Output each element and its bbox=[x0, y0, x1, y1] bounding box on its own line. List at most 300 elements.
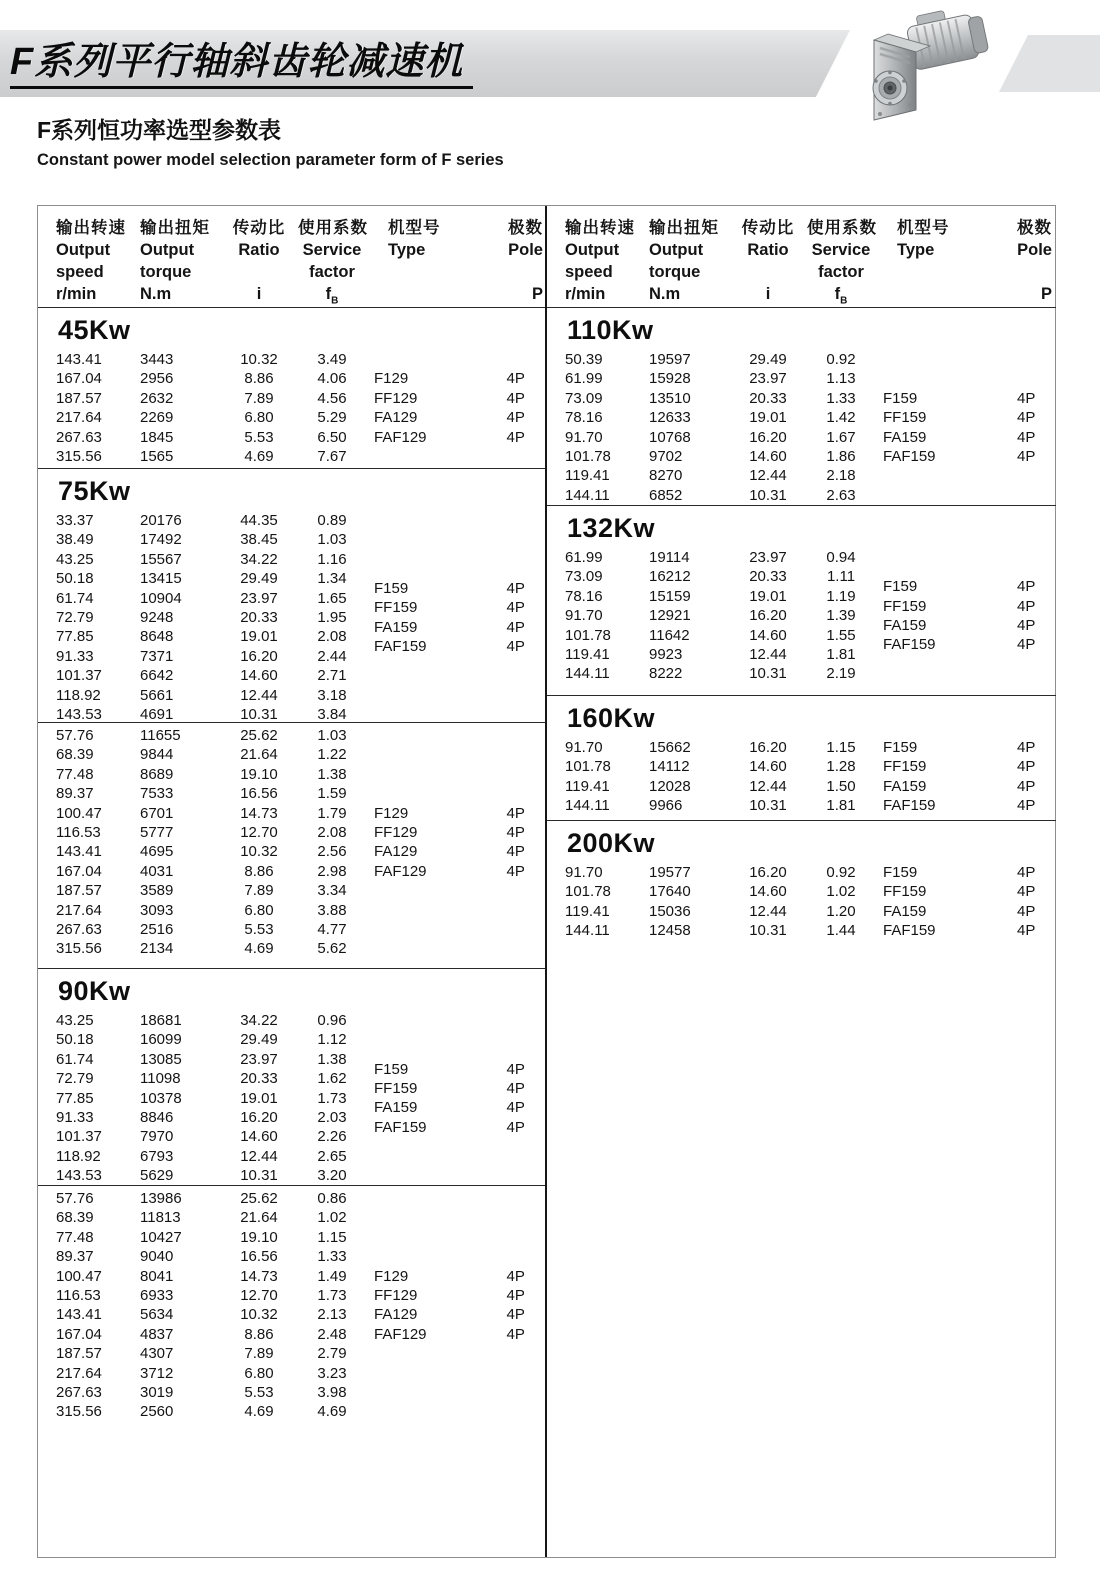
cell-ratio: 16.20 bbox=[749, 739, 787, 756]
cell-factor: 4.77 bbox=[317, 921, 347, 939]
cell-torque: 19577 bbox=[649, 864, 691, 881]
cell-ratio: 8.86 bbox=[244, 370, 274, 388]
table-left bbox=[38, 206, 547, 1557]
pole-label: 4P bbox=[506, 638, 525, 656]
cell-factor: 1.44 bbox=[826, 922, 856, 940]
cell-factor: 1.33 bbox=[826, 389, 856, 407]
cell-speed: 61.74 bbox=[56, 589, 94, 607]
cell-torque: 11655 bbox=[140, 727, 181, 744]
row-pad bbox=[38, 784, 56, 803]
cell-torque: 17640 bbox=[649, 883, 691, 901]
row-pad bbox=[547, 466, 565, 485]
cell-factor: 3.20 bbox=[317, 1167, 347, 1185]
cell-ratio: 12.44 bbox=[749, 467, 787, 485]
cell-ratio: 19.01 bbox=[240, 628, 278, 646]
row-pad bbox=[547, 389, 565, 408]
pole-label: 4P bbox=[1017, 409, 1036, 427]
cell-ratio: 7.89 bbox=[244, 882, 274, 900]
cell-speed: 38.49 bbox=[56, 531, 94, 549]
cell-torque: 6793 bbox=[140, 1147, 174, 1165]
cell-factor: 1.02 bbox=[317, 1209, 347, 1227]
header-zh: 输出转速 bbox=[565, 219, 635, 237]
type-label: FAF159 bbox=[883, 636, 936, 654]
cell-speed: 119.41 bbox=[565, 902, 610, 920]
type-label: FA159 bbox=[883, 777, 927, 795]
cell-ratio: 4.69 bbox=[244, 940, 274, 958]
cell-torque: 11642 bbox=[649, 626, 690, 644]
pole-label: 4P bbox=[506, 824, 525, 842]
data-row bbox=[38, 939, 366, 958]
column-header-type bbox=[366, 217, 494, 307]
cell-torque: 15662 bbox=[649, 739, 691, 756]
cell-factor: 1.02 bbox=[826, 883, 856, 901]
cell-ratio: 8.86 bbox=[244, 1325, 274, 1343]
cell-ratio: 10.32 bbox=[240, 351, 278, 368]
type-label: F129 bbox=[374, 804, 409, 822]
cell-torque: 6701 bbox=[140, 804, 174, 822]
row-pad bbox=[38, 608, 56, 627]
cell-torque: 4307 bbox=[140, 1345, 174, 1363]
block-body bbox=[547, 738, 1056, 816]
cell-speed: 43.25 bbox=[56, 1012, 94, 1029]
header-en: Output bbox=[565, 241, 620, 259]
cell-torque: 12028 bbox=[649, 777, 691, 795]
cell-torque: 13510 bbox=[649, 389, 691, 407]
type-label: FF159 bbox=[883, 597, 927, 615]
cell-ratio: 21.64 bbox=[240, 1209, 278, 1227]
cell-torque: 4031 bbox=[140, 862, 174, 880]
data-rows bbox=[38, 511, 366, 723]
cell-torque: 16212 bbox=[649, 568, 691, 586]
header-en2: speed bbox=[565, 263, 613, 281]
cell-torque: 9248 bbox=[140, 609, 174, 627]
cell-factor: 1.79 bbox=[317, 804, 347, 822]
cell-ratio: 21.64 bbox=[240, 746, 278, 764]
cell-speed: 77.85 bbox=[56, 1089, 94, 1107]
cell-speed: 187.57 bbox=[56, 389, 102, 407]
header-zh: 使用系数 bbox=[298, 219, 368, 237]
header-unit: r/min bbox=[56, 285, 97, 303]
cell-factor: 4.56 bbox=[317, 389, 347, 407]
column-header-torque bbox=[649, 217, 729, 307]
cell-torque: 5629 bbox=[140, 1167, 174, 1185]
type-label: FF129 bbox=[374, 1287, 418, 1305]
column-header-pole bbox=[1003, 217, 1056, 307]
type-list bbox=[875, 738, 1003, 816]
cell-factor: 5.29 bbox=[317, 409, 347, 427]
cell-factor: 1.03 bbox=[317, 531, 347, 549]
column-header-speed bbox=[565, 217, 649, 307]
pole-label: 4P bbox=[506, 843, 525, 861]
power-block-200kw bbox=[547, 821, 1056, 941]
cell-speed: 143.41 bbox=[56, 843, 102, 861]
row-pad bbox=[38, 1050, 56, 1069]
data-row bbox=[38, 705, 366, 723]
header-zh: 传动比 bbox=[232, 219, 286, 237]
data-rows bbox=[547, 548, 875, 684]
row-pad bbox=[547, 645, 565, 664]
data-row bbox=[38, 881, 366, 900]
cell-speed: 50.39 bbox=[565, 351, 603, 368]
row-pad bbox=[547, 587, 565, 606]
pole-label: 4P bbox=[1017, 864, 1036, 881]
data-rows bbox=[38, 350, 366, 466]
row-pad bbox=[38, 1247, 56, 1266]
data-row bbox=[38, 686, 366, 705]
cell-speed: 101.78 bbox=[565, 626, 611, 644]
type-list bbox=[366, 1011, 492, 1186]
data-row bbox=[547, 587, 875, 606]
data-row bbox=[38, 1011, 366, 1030]
cell-factor: 1.13 bbox=[826, 370, 856, 388]
header-en: Pole bbox=[1017, 241, 1052, 259]
pole-label: 4P bbox=[1017, 448, 1036, 466]
cell-torque: 8041 bbox=[140, 1267, 174, 1285]
row-pad bbox=[38, 589, 56, 608]
cell-speed: 143.41 bbox=[56, 1306, 102, 1324]
cell-speed: 217.64 bbox=[56, 1364, 102, 1382]
cell-speed: 118.92 bbox=[56, 1147, 101, 1165]
cell-speed: 77.85 bbox=[56, 628, 94, 646]
cell-factor: 1.15 bbox=[317, 1228, 347, 1246]
cell-ratio: 10.31 bbox=[240, 1167, 278, 1185]
power-block-110kw bbox=[547, 308, 1056, 506]
pole-label: 4P bbox=[1017, 758, 1036, 776]
cell-factor: 1.73 bbox=[317, 1287, 347, 1305]
data-row bbox=[38, 1325, 366, 1344]
parameter-table bbox=[37, 205, 1056, 1558]
data-row bbox=[547, 369, 875, 388]
row-pad bbox=[38, 1189, 56, 1208]
header-unit bbox=[897, 283, 1003, 305]
row-pad bbox=[38, 389, 56, 408]
cell-speed: 61.99 bbox=[565, 370, 603, 388]
row-pad bbox=[38, 647, 56, 666]
cell-factor: 0.96 bbox=[317, 1012, 347, 1029]
cell-speed: 61.74 bbox=[56, 1050, 94, 1068]
cell-factor: 1.19 bbox=[826, 587, 856, 605]
cell-speed: 78.16 bbox=[565, 409, 603, 427]
cell-torque: 17492 bbox=[140, 531, 182, 549]
pole-label: 4P bbox=[1017, 597, 1036, 615]
cell-factor: 1.15 bbox=[826, 739, 856, 756]
header-en2: torque bbox=[649, 263, 701, 281]
cell-torque: 2560 bbox=[140, 1403, 174, 1421]
cell-speed: 43.25 bbox=[56, 550, 94, 568]
cell-factor: 2.48 bbox=[317, 1325, 347, 1343]
row-pad bbox=[38, 804, 56, 823]
data-row bbox=[38, 823, 366, 842]
cell-speed: 119.41 bbox=[565, 646, 610, 664]
data-row bbox=[547, 466, 875, 485]
column-header-ratio bbox=[220, 217, 298, 307]
cell-speed: 101.37 bbox=[56, 1128, 102, 1146]
data-row bbox=[38, 1147, 366, 1166]
row-pad bbox=[547, 567, 565, 586]
cell-ratio: 12.44 bbox=[240, 1147, 278, 1165]
cell-speed: 267.63 bbox=[56, 1384, 102, 1402]
cell-speed: 61.99 bbox=[565, 549, 603, 566]
data-row bbox=[547, 664, 875, 683]
data-row bbox=[38, 350, 366, 369]
header-en: Service bbox=[302, 241, 362, 259]
cell-torque: 13986 bbox=[140, 1190, 182, 1207]
cell-torque: 19114 bbox=[649, 549, 690, 566]
cell-factor: 1.81 bbox=[826, 797, 856, 815]
power-block-75kw bbox=[38, 469, 545, 723]
data-row bbox=[547, 389, 875, 408]
data-row bbox=[38, 1089, 366, 1108]
header-zh: 使用系数 bbox=[807, 219, 877, 237]
pole-label: 4P bbox=[1017, 428, 1036, 446]
cell-factor: 1.11 bbox=[826, 568, 856, 586]
cell-ratio: 19.01 bbox=[749, 409, 787, 427]
pole-label: 4P bbox=[506, 1060, 525, 1078]
power-title: 45Kw bbox=[58, 315, 131, 345]
cell-ratio: 10.31 bbox=[749, 665, 787, 683]
cell-torque: 9702 bbox=[649, 448, 683, 466]
pole-label: 4P bbox=[1017, 797, 1036, 815]
pole-list bbox=[492, 726, 545, 959]
cell-factor: 1.65 bbox=[317, 589, 347, 607]
power-block-132kw bbox=[547, 506, 1056, 696]
cell-ratio: 12.70 bbox=[240, 1287, 278, 1305]
row-pad bbox=[38, 350, 56, 369]
header-zh: 输出扭矩 bbox=[140, 219, 210, 237]
type-list bbox=[366, 350, 492, 466]
data-row bbox=[38, 1286, 366, 1305]
row-pad bbox=[38, 550, 56, 569]
cell-ratio: 14.60 bbox=[749, 448, 787, 466]
cell-factor: 3.98 bbox=[317, 1384, 347, 1402]
data-row bbox=[38, 1383, 366, 1402]
block-body bbox=[547, 548, 1056, 684]
data-row bbox=[547, 882, 875, 901]
cell-speed: 144.11 bbox=[565, 486, 610, 504]
cell-torque: 5661 bbox=[140, 686, 174, 704]
cell-torque: 7970 bbox=[140, 1128, 174, 1146]
cell-speed: 118.92 bbox=[56, 686, 101, 704]
row-pad bbox=[38, 901, 56, 920]
cell-factor: 2.13 bbox=[317, 1306, 347, 1324]
cell-factor: 2.03 bbox=[317, 1109, 347, 1127]
header-unit: r/min bbox=[565, 285, 606, 303]
type-list bbox=[875, 350, 1003, 505]
data-rows bbox=[547, 350, 875, 505]
cell-factor: 1.67 bbox=[826, 428, 856, 446]
cell-ratio: 12.70 bbox=[240, 824, 278, 842]
type-label: FAF129 bbox=[374, 862, 427, 880]
cell-factor: 3.88 bbox=[317, 901, 347, 919]
header-en: Type bbox=[388, 241, 426, 259]
cell-factor: 0.86 bbox=[317, 1190, 347, 1207]
cell-speed: 267.63 bbox=[56, 428, 102, 446]
cell-ratio: 14.60 bbox=[240, 1128, 278, 1146]
cell-speed: 68.39 bbox=[56, 1209, 94, 1227]
cell-torque: 7533 bbox=[140, 785, 174, 803]
cell-speed: 101.78 bbox=[565, 448, 611, 466]
data-row bbox=[547, 486, 875, 505]
cell-ratio: 38.45 bbox=[240, 531, 278, 549]
pole-label: 4P bbox=[506, 370, 525, 388]
header-unit: $f_B$ bbox=[834, 285, 848, 307]
cell-speed: 77.48 bbox=[56, 765, 94, 783]
row-pad bbox=[38, 939, 56, 958]
pole-label: 4P bbox=[1017, 616, 1036, 634]
pole-list bbox=[1003, 548, 1056, 684]
cell-ratio: 23.97 bbox=[240, 589, 278, 607]
row-pad bbox=[547, 757, 565, 776]
subtitle-zh: F系列恒功率选型参数表 bbox=[37, 117, 282, 143]
cell-ratio: 10.31 bbox=[749, 797, 787, 815]
pole-list bbox=[492, 350, 545, 466]
data-row bbox=[38, 901, 366, 920]
cell-torque: 12921 bbox=[649, 607, 691, 625]
cell-torque: 10378 bbox=[140, 1089, 182, 1107]
cell-speed: 101.37 bbox=[56, 667, 102, 685]
row-pad bbox=[38, 705, 56, 723]
data-row bbox=[38, 608, 366, 627]
type-label: F129 bbox=[374, 370, 409, 388]
row-pad bbox=[38, 1383, 56, 1402]
header-unit: N.m bbox=[649, 285, 681, 303]
page-title: F系列平行轴斜齿轮减速机 bbox=[10, 40, 473, 89]
cell-factor: 2.71 bbox=[317, 667, 347, 685]
type-list bbox=[366, 511, 492, 723]
cell-factor: 2.79 bbox=[317, 1345, 347, 1363]
cell-speed: 73.09 bbox=[565, 389, 603, 407]
cell-torque: 15036 bbox=[649, 902, 691, 920]
cell-ratio: 14.60 bbox=[749, 626, 787, 644]
table-right bbox=[547, 206, 1056, 1557]
cell-speed: 89.37 bbox=[56, 1248, 94, 1266]
cell-ratio: 19.01 bbox=[749, 587, 787, 605]
cell-ratio: 5.53 bbox=[244, 428, 274, 446]
cell-torque: 9844 bbox=[140, 746, 174, 764]
data-row bbox=[547, 428, 875, 447]
pole-list bbox=[492, 511, 545, 723]
cell-torque: 18681 bbox=[140, 1012, 182, 1029]
data-row bbox=[38, 726, 366, 745]
data-row bbox=[38, 447, 366, 466]
cell-ratio: 14.73 bbox=[240, 804, 278, 822]
cell-speed: 33.37 bbox=[56, 512, 94, 529]
header-zh: 机型号 bbox=[897, 219, 950, 237]
cell-speed: 267.63 bbox=[56, 921, 102, 939]
cell-ratio: 16.20 bbox=[749, 428, 787, 446]
block-body bbox=[38, 350, 545, 466]
cell-factor: 1.28 bbox=[826, 758, 856, 776]
pole-list bbox=[492, 1189, 545, 1422]
cell-torque: 2956 bbox=[140, 370, 174, 388]
cell-torque: 12633 bbox=[649, 409, 691, 427]
data-row bbox=[38, 1108, 366, 1127]
header-en2 bbox=[1003, 261, 1052, 283]
type-label: FA129 bbox=[374, 843, 418, 861]
cell-factor: 0.89 bbox=[317, 512, 347, 529]
type-label: F159 bbox=[883, 578, 918, 596]
cell-ratio: 25.62 bbox=[240, 727, 278, 744]
cell-speed: 100.47 bbox=[56, 1267, 102, 1285]
type-label: FF129 bbox=[374, 389, 418, 407]
row-pad bbox=[547, 863, 565, 882]
cell-speed: 217.64 bbox=[56, 901, 102, 919]
row-pad bbox=[547, 548, 565, 567]
data-rows bbox=[547, 863, 875, 941]
row-pad bbox=[547, 606, 565, 625]
header-en: Ratio bbox=[238, 241, 280, 259]
cell-factor: 1.22 bbox=[317, 746, 347, 764]
power-title: 200Kw bbox=[567, 828, 656, 858]
cell-factor: 2.44 bbox=[317, 647, 347, 665]
cell-factor: 3.18 bbox=[317, 686, 347, 704]
power-block-90kw bbox=[38, 969, 545, 1186]
cell-torque: 16099 bbox=[140, 1031, 182, 1049]
type-label: FF159 bbox=[883, 409, 927, 427]
row-pad bbox=[38, 1166, 56, 1185]
data-rows bbox=[547, 738, 875, 816]
row-pad bbox=[38, 1286, 56, 1305]
data-row bbox=[547, 447, 875, 466]
cell-factor: 1.49 bbox=[317, 1267, 347, 1285]
cell-ratio: 14.60 bbox=[749, 883, 787, 901]
cell-speed: 315.56 bbox=[56, 1403, 102, 1421]
type-label: F159 bbox=[374, 1060, 409, 1078]
cell-torque: 3443 bbox=[140, 351, 174, 368]
data-row bbox=[38, 1208, 366, 1227]
type-label: FAF159 bbox=[374, 1118, 427, 1136]
row-pad bbox=[547, 738, 565, 757]
cell-speed: 91.70 bbox=[565, 864, 603, 881]
cell-speed: 116.53 bbox=[56, 824, 101, 842]
cell-speed: 50.18 bbox=[56, 570, 94, 588]
data-row bbox=[38, 666, 366, 685]
pole-list bbox=[1003, 738, 1056, 816]
row-pad bbox=[38, 726, 56, 745]
row-pad bbox=[38, 627, 56, 646]
type-list bbox=[366, 726, 492, 959]
cell-torque: 3019 bbox=[140, 1384, 174, 1402]
row-pad bbox=[38, 745, 56, 764]
cell-factor: 0.92 bbox=[826, 351, 856, 368]
header-unit: i bbox=[765, 285, 771, 303]
row-pad bbox=[38, 823, 56, 842]
row-pad bbox=[547, 428, 565, 447]
row-pad bbox=[38, 1402, 56, 1421]
data-row bbox=[38, 1344, 366, 1363]
data-rows bbox=[38, 1011, 366, 1186]
cell-ratio: 19.01 bbox=[240, 1089, 278, 1107]
data-row bbox=[38, 1189, 366, 1208]
data-row bbox=[38, 1127, 366, 1146]
row-pad bbox=[38, 569, 56, 588]
cell-factor: 4.06 bbox=[317, 370, 347, 388]
cell-ratio: 6.80 bbox=[244, 901, 274, 919]
cell-ratio: 34.22 bbox=[240, 550, 278, 568]
pole-label: 4P bbox=[506, 862, 525, 880]
cell-speed: 101.78 bbox=[565, 883, 611, 901]
cell-factor: 7.67 bbox=[317, 448, 347, 466]
cell-speed: 57.76 bbox=[56, 1190, 94, 1207]
data-row bbox=[547, 408, 875, 427]
cell-factor: 1.12 bbox=[317, 1031, 347, 1049]
subtitle-en: Constant power model selection parameter form of F series bbox=[37, 151, 504, 169]
header-zh: 传动比 bbox=[741, 219, 795, 237]
cell-torque: 8648 bbox=[140, 628, 174, 646]
banner-accent-shape bbox=[999, 35, 1100, 92]
type-list bbox=[875, 863, 1003, 941]
table-header bbox=[547, 206, 1056, 308]
